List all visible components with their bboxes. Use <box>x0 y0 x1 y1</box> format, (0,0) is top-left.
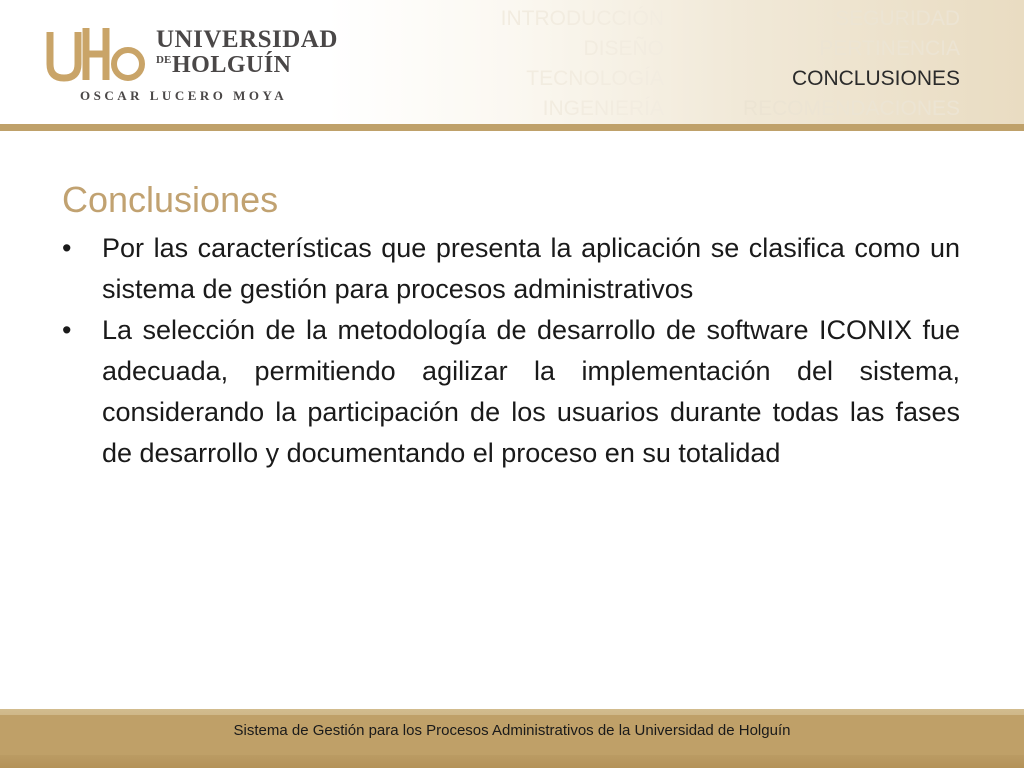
conclusions-list <box>62 228 960 474</box>
university-logo <box>40 24 338 104</box>
bullet-marker: • <box>62 233 72 263</box>
bullet-text: La selección de la metodología de desarrollo de software ICONIX fue adecuada, permitiendo agilizar la implementación del sistema, considerando la participación de los usuarios durante todas las fases de desarrollo y documentando el proceso en su totalidad <box>102 315 960 468</box>
logo-subtitle: OSCAR LUCERO MOYA <box>80 88 288 103</box>
nav-item-tecnologia[interactable]: TECNOLOGÍA <box>526 67 664 90</box>
section-nav-left <box>404 4 664 124</box>
footer-caption: Sistema de Gestión para los Procesos Administrativos de la Universidad de Holguín <box>233 722 791 739</box>
nav-item-recomendaciones[interactable]: RECOMENDACIONES <box>742 97 960 120</box>
nav-item-introduccion[interactable]: INTRODUCCIÓN <box>500 7 664 30</box>
nav-item-conclusiones[interactable]: CONCLUSIONES <box>791 67 960 90</box>
header-divider <box>0 124 1024 131</box>
nav-item-ingenieria[interactable]: INGENIERÍA <box>542 97 664 120</box>
logo-name-line1: UNIVERSIDAD <box>156 26 338 53</box>
bullet-marker: • <box>62 315 72 345</box>
list-item <box>62 228 960 310</box>
list-item <box>62 310 960 474</box>
slide-title: Conclusiones <box>62 179 279 220</box>
section-nav-right <box>670 4 960 124</box>
nav-item-pertinencia[interactable]: PERTINENCIA <box>819 37 960 60</box>
nav-item-diseno[interactable]: DISEÑO <box>583 37 664 60</box>
nav-item-seguridad[interactable]: SEGURIDAD <box>835 7 960 30</box>
logo-name-line2: HOLGUÍN <box>172 52 292 78</box>
logo-name-de: DE <box>156 54 172 66</box>
uho-monogram-icon <box>40 24 150 84</box>
bullet-text: Por las características que presenta la aplicación se clasifica como un sistema de gestión para procesos administrativos <box>102 233 960 304</box>
